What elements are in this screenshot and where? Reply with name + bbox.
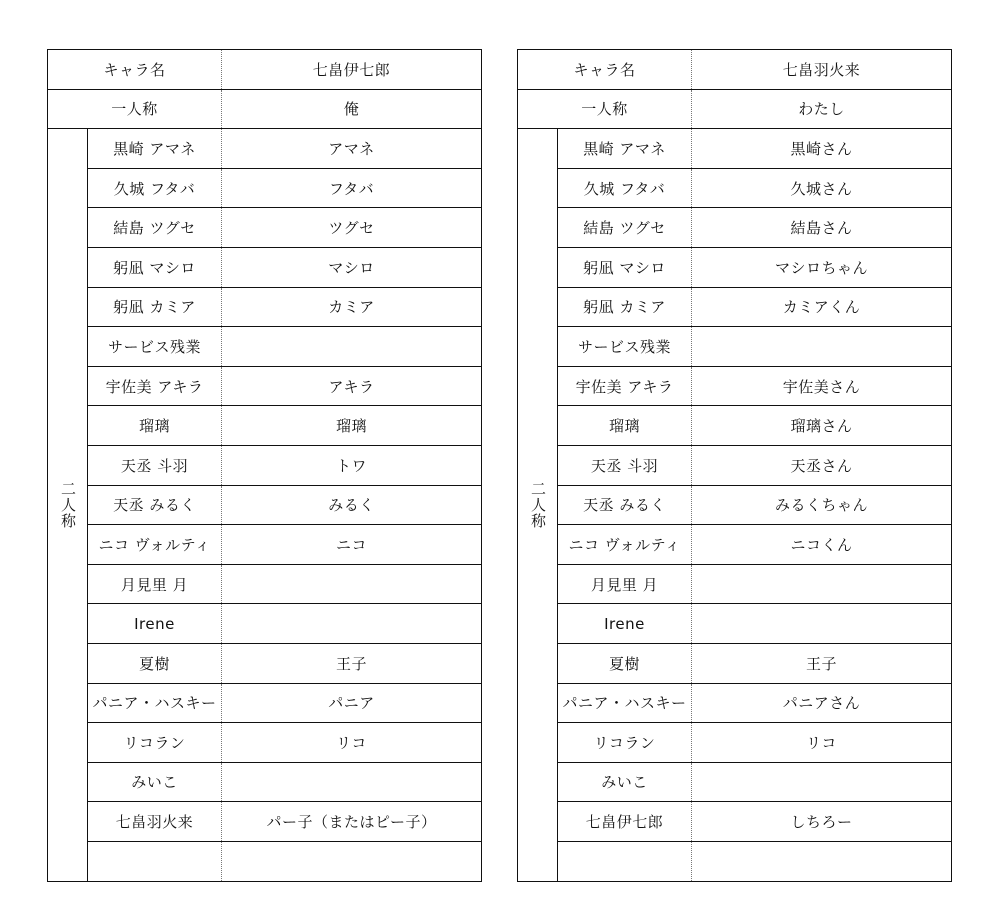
row-character-name: 躬凪 カミア (88, 288, 222, 327)
table-row (558, 446, 951, 486)
table-row (558, 802, 951, 842)
pronoun-table-hibiki (517, 49, 952, 882)
row-address-term: トワ (335, 456, 367, 475)
table-row (88, 842, 481, 882)
row-character-name: 月見里 月 (88, 565, 222, 604)
row-character-name: リコラン (88, 723, 222, 762)
row-address-term: 宇佐美さん (782, 377, 861, 396)
row-character-name: パニア・ハスキー (558, 684, 692, 723)
row-address-term: アキラ (328, 377, 375, 396)
table-row (558, 327, 951, 367)
table-row (558, 644, 951, 684)
row-address-term: 王子 (805, 654, 837, 673)
table-row (558, 565, 951, 605)
table-row (558, 129, 951, 169)
row-address-term: リコ (806, 733, 837, 752)
table-row (88, 644, 481, 684)
row-character-name: 天丞 斗羽 (558, 446, 692, 485)
first-person-row (518, 90, 951, 130)
table-row (88, 525, 481, 565)
first-person-value: わたし (798, 100, 845, 119)
row-address-term: 瑠璃さん (790, 417, 853, 436)
table-row (558, 367, 951, 407)
first-person-row (48, 90, 481, 130)
first-person-value: 俺 (343, 100, 360, 119)
row-character-name: 夏樹 (558, 644, 692, 683)
table-row (88, 169, 481, 209)
table-row (558, 248, 951, 288)
table-row (88, 763, 481, 803)
header-row (518, 50, 951, 90)
second-person-label-cell (48, 129, 88, 881)
table-row (88, 248, 481, 288)
row-address-term: カミアくん (782, 298, 861, 317)
row-address-term (222, 604, 481, 643)
row-address-term (692, 763, 951, 802)
table-row (88, 446, 481, 486)
table-row (558, 684, 951, 724)
row-address-term: パニア (328, 694, 375, 713)
table-row (558, 604, 951, 644)
row-character-name: 瑠璃 (558, 406, 692, 445)
row-character-name: 天丞 斗羽 (88, 446, 222, 485)
row-character-name: 久城 フタバ (88, 169, 222, 208)
row-address-term (222, 565, 481, 604)
row-character-name: 夏樹 (88, 644, 222, 683)
second-person-label: 二人称 (529, 481, 547, 530)
row-character-name: 月見里 月 (558, 565, 692, 604)
row-character-name (88, 842, 222, 882)
row-character-name: 七畠羽火来 (88, 802, 222, 841)
row-address-term: 瑠璃 (335, 417, 367, 436)
table-row (88, 208, 481, 248)
row-character-name: リコラン (558, 723, 692, 762)
row-address-term (692, 327, 951, 366)
row-character-name: 躬凪 マシロ (558, 248, 692, 287)
row-character-name: 宇佐美 アキラ (558, 367, 692, 406)
table-row (88, 367, 481, 407)
row-address-term (222, 327, 481, 366)
table-row (558, 169, 951, 209)
row-address-term: 久城さん (790, 179, 853, 198)
table-row (558, 763, 951, 803)
table-row (88, 486, 481, 526)
table-row (88, 288, 481, 328)
row-address-term: アマネ (328, 139, 375, 158)
table-row (88, 684, 481, 724)
second-person-label: 二人称 (59, 481, 77, 530)
row-address-term: ニコくん (790, 535, 853, 554)
row-character-name: 躬凪 カミア (558, 288, 692, 327)
row-address-term: みるく (328, 496, 375, 515)
table-row (558, 208, 951, 248)
header-name-label: キャラ名 (518, 50, 692, 89)
table-row (558, 486, 951, 526)
row-character-name: 宇佐美 アキラ (88, 367, 222, 406)
row-character-name (558, 842, 692, 882)
row-character-name: Irene (558, 604, 692, 643)
row-address-term: パニアさん (782, 694, 861, 713)
row-character-name: サービス残業 (558, 327, 692, 366)
row-character-name: ニコ ヴォルティ (88, 525, 222, 564)
row-character-name: 七畠伊七郎 (558, 802, 692, 841)
header-character-name: 七畠羽火来 (782, 60, 861, 79)
row-character-name: パニア・ハスキー (88, 684, 222, 723)
row-character-name: 結島 ツグセ (88, 208, 222, 247)
second-person-rows (88, 129, 481, 881)
table-row (88, 565, 481, 605)
row-address-term: リコ (336, 733, 367, 752)
row-character-name: 結島 ツグセ (558, 208, 692, 247)
row-address-term (222, 842, 481, 882)
row-character-name: みいこ (88, 763, 222, 802)
row-address-term (222, 763, 481, 802)
second-person-section (518, 129, 951, 881)
row-address-term (692, 565, 951, 604)
second-person-rows (558, 129, 951, 881)
header-name-label: キャラ名 (48, 50, 222, 89)
row-address-term: 王子 (335, 654, 367, 673)
table-row (558, 525, 951, 565)
row-address-term: カミア (328, 298, 375, 317)
header-row (48, 50, 481, 90)
table-row (558, 288, 951, 328)
first-person-label: 一人称 (518, 90, 692, 129)
table-row (88, 723, 481, 763)
row-address-term: しちろー (790, 813, 853, 832)
row-character-name: 天丞 みるく (558, 486, 692, 525)
header-character-name: 七畠伊七郎 (312, 60, 391, 79)
table-row (88, 129, 481, 169)
table-row (88, 406, 481, 446)
row-address-term: ニコ (335, 535, 367, 554)
row-address-term: 結島さん (790, 219, 853, 238)
row-address-term (692, 842, 951, 882)
row-address-term: マシロちゃん (774, 258, 868, 277)
row-character-name: Irene (88, 604, 222, 643)
row-character-name: サービス残業 (88, 327, 222, 366)
row-character-name: みいこ (558, 763, 692, 802)
row-address-term (692, 604, 951, 643)
table-row (88, 604, 481, 644)
row-character-name: ニコ ヴォルティ (558, 525, 692, 564)
row-character-name: 黒崎 アマネ (88, 129, 222, 168)
row-address-term: 天丞さん (790, 456, 853, 475)
row-character-name: 黒崎 アマネ (558, 129, 692, 168)
row-address-term: ツグセ (328, 219, 375, 238)
table-row (558, 723, 951, 763)
row-address-term: 黒崎さん (790, 139, 853, 158)
table-row (558, 842, 951, 882)
pronoun-table-shichiro (47, 49, 482, 882)
row-address-term: フタバ (328, 179, 375, 198)
row-character-name: 久城 フタバ (558, 169, 692, 208)
row-character-name: 天丞 みるく (88, 486, 222, 525)
row-address-term: マシロ (328, 258, 375, 277)
table-row (88, 802, 481, 842)
second-person-label-cell (518, 129, 558, 881)
first-person-label: 一人称 (48, 90, 222, 129)
row-address-term: みるくちゃん (774, 496, 868, 515)
second-person-section (48, 129, 481, 881)
row-character-name: 瑠璃 (88, 406, 222, 445)
table-row (558, 406, 951, 446)
row-address-term: パー子（またはピー子） (266, 813, 437, 832)
table-row (88, 327, 481, 367)
row-character-name: 躬凪 マシロ (88, 248, 222, 287)
